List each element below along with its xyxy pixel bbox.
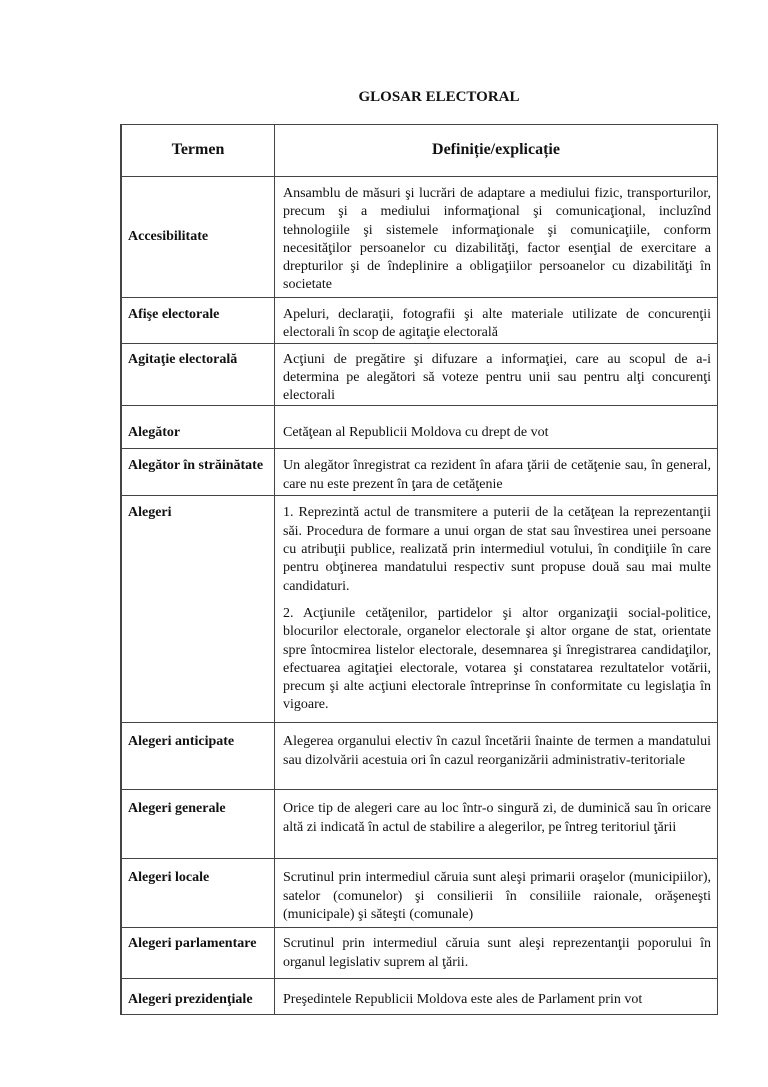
- definition-cell: [275, 928, 718, 979]
- term-cell: Agitaţie electorală: [122, 343, 275, 406]
- definition-paragraph: Acţiuni de pregătire şi difuzare a informaţiei, care au scopul de a-i determina pe alegători să voteze pentru unii sau pentru alţi concurenţi electorali: [283, 351, 711, 404]
- definition-cell: [275, 496, 718, 723]
- definition-paragraph: Preşedintele Republicii Moldova este ales de Parlament prin vot: [283, 992, 643, 1008]
- definition-cell: [275, 343, 718, 406]
- definition-cell: [275, 979, 718, 1015]
- term-cell: Alegeri anticipate: [122, 723, 275, 790]
- page-title: GLOSAR ELECTORAL: [358, 89, 520, 105]
- term-cell: Alegeri locale: [122, 859, 275, 928]
- table-row: [122, 859, 718, 928]
- definition-paragraph: Cetăţean al Republicii Moldova cu drept de vot: [283, 425, 549, 441]
- definition-cell: [275, 449, 718, 496]
- term-cell: Accesibilitate: [122, 177, 275, 298]
- glossary-table: [120, 124, 718, 1015]
- term-cell: Afişe electorale: [122, 298, 275, 344]
- definition-paragraph: Orice tip de alegeri care au loc într-o singură zi, de duminică sau în oricare altă zi indicată în actul de stabilire a alegerilor, pe întreg teritoriul ţării: [283, 801, 711, 835]
- table-header-row: [122, 125, 718, 177]
- definition-paragraph: 1. Reprezintă actul de transmitere a puterii de la cetăţean la reprezentanţii săi. Procedura de formare a unui organ de stat sau învestirea unei persoane cu atribuţii publice, realizată prin intermediul votului, în condiţiile în care pentru obţinerea mandatului respectiv sunt propuse două sau mai multe candidaturi.: [283, 505, 711, 594]
- term-cell: Alegător în străinătate: [122, 449, 275, 496]
- table-row: [122, 298, 718, 344]
- definition-cell: [275, 406, 718, 449]
- table-row: [122, 449, 718, 496]
- term-cell: Alegeri generale: [122, 790, 275, 859]
- definition-cell: [275, 790, 718, 859]
- table-row: [122, 496, 718, 723]
- table-row: [122, 343, 718, 406]
- definition-cell: [275, 177, 718, 298]
- definition-paragraph: Ansamblu de măsuri şi lucrări de adaptare a mediului fizic, transporturilor, precum şi a mediului informaţional şi comunicaţional, incluzînd tehnologiile şi sistemele informaţionale şi comunicaţiile, conform necesităţilor persoanelor cu dizabilităţi, factor esenţial de exercitare a drepturilor şi de îndeplinire a obligaţiilor persoanelor cu dizabilităţi în societate: [283, 186, 711, 293]
- table-row: [122, 790, 718, 859]
- definition-paragraph: Alegerea organului electiv în cazul încetării înainte de termen a mandatului sau dizolvării acestuia ori în cazul reorganizării administrativ-teritoriale: [283, 734, 711, 768]
- definition-paragraph: Scrutinul prin intermediul căruia sunt aleşi reprezentanţii poporului în organul legislativ suprem al ţării.: [283, 936, 711, 970]
- table-row: [122, 979, 718, 1015]
- definition-cell: [275, 723, 718, 790]
- table-row: [122, 723, 718, 790]
- definition-cell: [275, 298, 718, 344]
- definition-paragraph: Apeluri, declaraţii, fotografii şi alte materiale utilizate de concurenţii electorali în scop de agitaţie electorală: [283, 307, 711, 341]
- definition-paragraph: Un alegător înregistrat ca rezident în afara ţării de cetăţenie sau, în general, care nu este prezent în ţara de cetăţenie: [283, 458, 711, 492]
- header-term: Termen: [122, 125, 275, 177]
- term-cell: Alegeri prezidenţiale: [122, 979, 275, 1015]
- term-cell: Alegeri: [122, 496, 275, 723]
- table-row: [122, 928, 718, 979]
- table-row: [122, 406, 718, 449]
- definition-paragraph: Scrutinul prin intermediul căruia sunt aleşi primarii oraşelor (municipiilor), satelor (comunelor) şi consilierii în consiliile raionale, orăşeneşti (municipale) şi săteşti (comunale): [283, 870, 711, 923]
- term-cell: Alegător: [122, 406, 275, 449]
- definition-cell: [275, 859, 718, 928]
- table-row: [122, 177, 718, 298]
- definition-paragraph: 2. Acţiunile cetăţenilor, partidelor şi altor organizaţii social-politice, blocurilor electorale, organelor electorale şi altor organe de stat, orientate spre întocmirea listelor electorale, desemnarea şi înregistrarea candidaţilor, efectuarea agitaţiei electorale, votarea şi constatarea rezultatelor votării, precum şi alte acţiuni electorale întreprinse în conformitate cu legislaţia în vigoare.: [283, 605, 711, 713]
- header-definition: Definiție/explicație: [275, 125, 718, 177]
- term-cell: Alegeri parlamentare: [122, 928, 275, 979]
